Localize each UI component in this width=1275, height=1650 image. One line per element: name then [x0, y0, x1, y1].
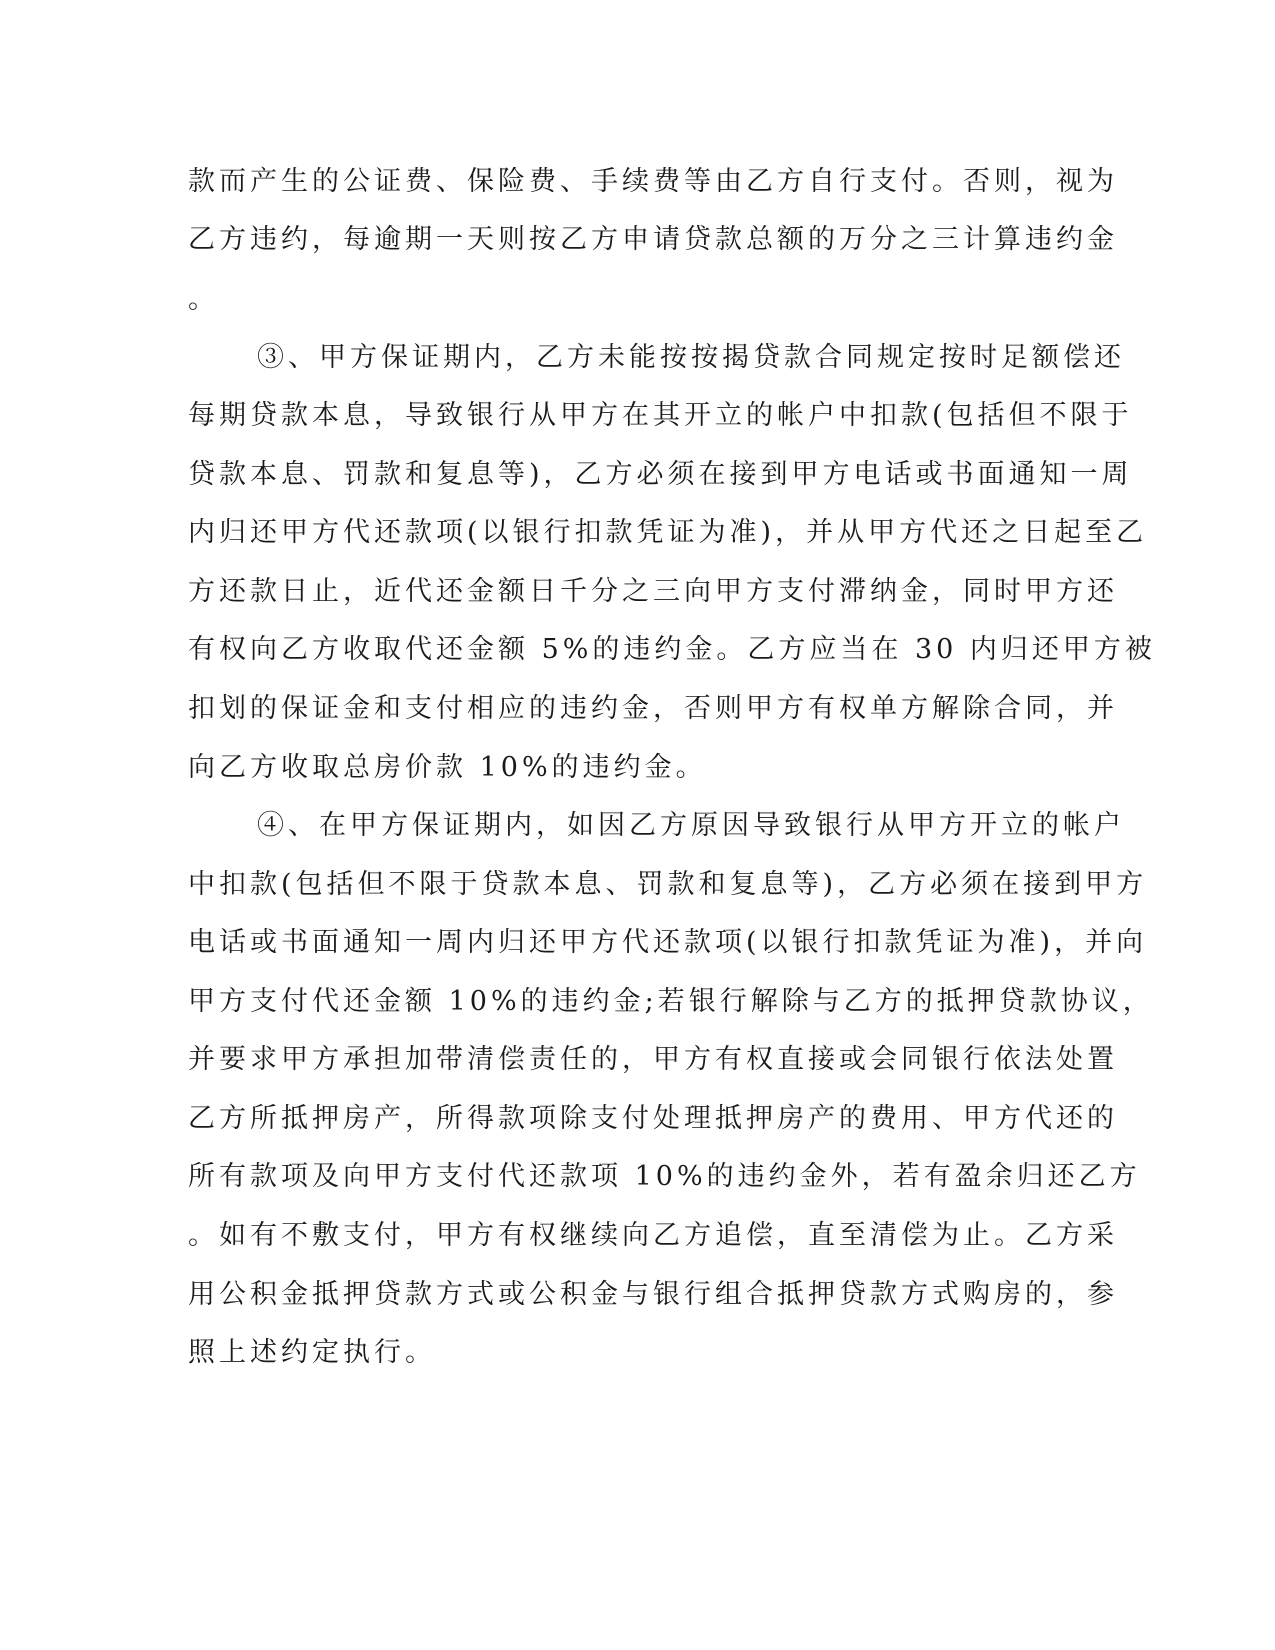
- text-line: 。: [188, 284, 219, 315]
- text-line: 所有款项及向甲方支付代还款项 10%的违约金外，若有盈余归还乙方: [188, 1161, 1141, 1192]
- text-line: 方还款日止，近代还金额日千分之三向甲方支付滞纳金，同时甲方还: [188, 576, 1118, 607]
- text-line: 乙方所抵押房产，所得款项除支付处理抵押房产的费用、甲方代还的: [188, 1103, 1118, 1134]
- text-line: 内归还甲方代还款项(以银行扣款凭证为准)，并从甲方代还之日起至乙: [188, 517, 1148, 548]
- text-line: 款而产生的公证费、保险费、手续费等由乙方自行支付。否则，视为: [188, 166, 1118, 197]
- text-line: 有权向乙方收取代还金额 5%的违约金。乙方应当在 30 内归还甲方被: [188, 634, 1156, 665]
- text-line: 甲方支付代还金额 10%的违约金;若银行解除与乙方的抵押贷款协议，: [188, 986, 1154, 1017]
- text-line: 照上述约定执行。: [188, 1337, 436, 1368]
- text-line: 。如有不敷支付，甲方有权继续向乙方追偿，直至清偿为止。乙方采: [188, 1220, 1118, 1251]
- text-line: 电话或书面通知一周内归还甲方代还款项(以银行扣款凭证为准)，并向: [188, 927, 1148, 958]
- text-line: ③、甲方保证期内，乙方未能按按揭贷款合同规定按时足额偿还: [257, 342, 1125, 373]
- text-line: 扣划的保证金和支付相应的违约金，否则甲方有权单方解除合同，并: [188, 693, 1118, 724]
- text-line: ④、在甲方保证期内，如因乙方原因导致银行从甲方开立的帐户: [257, 810, 1125, 841]
- text-line: 中扣款(包括但不限于贷款本息、罚款和复息等)，乙方必须在接到甲方: [188, 869, 1148, 900]
- text-line: 并要求甲方承担加带清偿责任的，甲方有权直接或会同银行依法处置: [188, 1044, 1118, 1075]
- text-line: 向乙方收取总房价款 10%的违约金。: [188, 752, 707, 783]
- text-line: 用公积金抵押贷款方式或公积金与银行组合抵押贷款方式购房的，参: [188, 1279, 1118, 1310]
- text-line: 贷款本息、罚款和复息等)，乙方必须在接到甲方电话或书面通知一周: [188, 459, 1133, 490]
- text-line: 每期贷款本息，导致银行从甲方在其开立的帐户中扣款(包括但不限于: [188, 400, 1133, 431]
- text-line: 乙方违约，每逾期一天则按乙方申请贷款总额的万分之三计算违约金: [188, 224, 1118, 255]
